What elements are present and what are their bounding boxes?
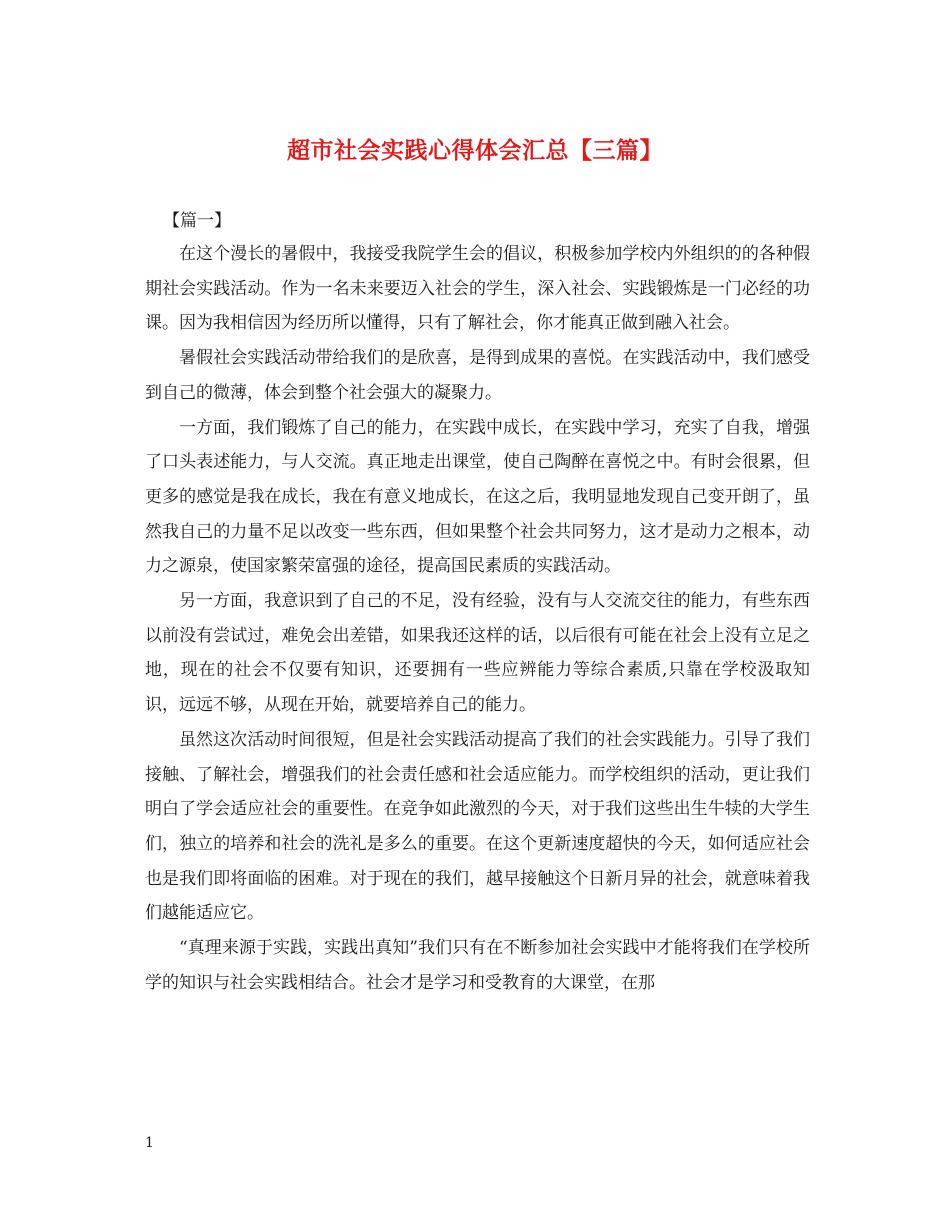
document-title: 超市社会实践心得体会汇总【三篇】 [287,137,663,164]
paragraph-4: 另一方面，我意识到了自己的不足，没有经验，没有与人交流交往的能力，有些东西以前没有尝试过，难免会出差错，如果我还这样的话，以后很有可能在社会上没有立足之地，现在的社会不仅要有知识，还要拥有一些应辨能力等综合素质,只靠在学校汲取知识，远远不够，从现在开始，就要培养自己的能力。 [145,591,810,716]
paragraph-1: 在这个漫长的暑假中，我接受我院学生会的倡议，积极参加学校内外组织的的各种假期社会实践活动。作为一名未来要迈入社会的学生，深入社会、实践锻炼是一门必经的功课。因为我相信因为经历所以懂得，只有了解社会，你才能真正做到融入社会。 [145,244,810,334]
section-label: 【篇一】 [163,211,231,231]
page-number: 1 [145,1135,154,1151]
paragraph-3: 一方面，我们锻炼了自己的能力，在实践中成长，在实践中学习，充实了自我，增强了口头表述能力，与人交流。真正地走出课堂，使自己陶醉在喜悦之中。有时会很累，但更多的感觉是我在成长，我在有意义地成长，在这之后，我明显地发现自己变开朗了，虽然我自己的力量不足以改变一些东西，但如果整个社会共同努力，这才是动力之根本，动力之源泉，使国家繁荣富强的途径，提高国民素质的实践活动。 [145,417,810,577]
paragraph-6: “真理来源于实践，实践出真知”我们只有在不断参加社会实践中才能将我们在学校所学的知识与社会实践相结合。社会才是学习和受教育的大课堂，在那 [145,938,810,993]
paragraph-5: 虽然这次活动时间很短，但是社会实践活动提高了我们的社会实践能力。引导了我们接触、了解社会，增强我们的社会责任感和社会适应能力。而学校组织的活动，更让我们明白了学会适应社会的重要性。在竞争如此激烈的今天，对于我们这些出生牛犊的大学生们，独立的培养和社会的洗礼是多么的重要。在这个更新速度超快的今天，如何适应社会也是我们即将面临的困难。对于现在的我们，越早接触这个日新月异的社会，就意味着我们越能适应它。 [145,729,810,924]
paragraph-2: 暑假社会实践活动带给我们的是欣喜，是得到成果的喜悦。在实践活动中，我们感受到自己的微薄，体会到整个社会强大的凝聚力。 [145,348,810,403]
document-body [145,237,810,1000]
